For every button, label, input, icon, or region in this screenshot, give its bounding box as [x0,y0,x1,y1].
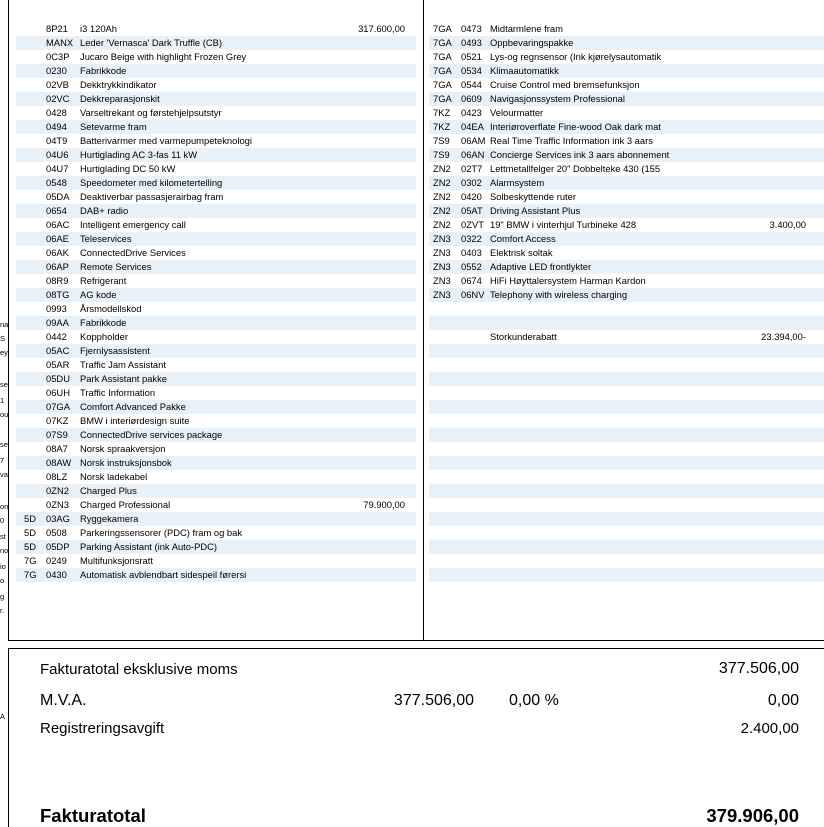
row-description: Real Time Traffic Information ink 3 aars [490,135,653,146]
row-description: Oppbevaringspakke [490,37,574,48]
row-description: Concierge Services ink 3 aars abonnement [490,149,670,160]
row-description: HiFi Høyttalersystem Harman Kardon [490,275,646,286]
vat-rate: 0,00 % [509,692,559,709]
table-row [16,526,416,540]
row-code: 0403 [461,247,482,258]
table-row [429,176,824,190]
table-row [16,344,416,358]
row-description: Intelligent emergency call [80,219,186,230]
table-row [429,568,824,582]
row-code: 04U6 [46,149,69,160]
row-description: BMW i interiørdesign suite [80,415,190,426]
row-description: Midtarmlene fram [490,23,563,34]
table-row [429,330,824,344]
row-prefix: ZN3 [433,289,451,300]
row-code: 07S9 [46,429,68,440]
table-row [429,92,824,106]
table-bottom-border [8,640,824,641]
margin-fragment: se [0,380,8,389]
table-row [429,470,824,484]
margin-fragment: A [0,712,6,721]
row-description: Alarmsystem [490,177,545,188]
table-row [16,64,416,78]
row-code: 04T9 [46,135,68,146]
table-row [429,36,824,50]
row-code: 02T7 [461,163,483,174]
row-description: Multifunksjonsratt [80,555,153,566]
row-code: 06AC [46,219,70,230]
table-row [429,190,824,204]
row-code: 0428 [46,107,67,118]
row-description: ConnectedDrive services package [80,429,223,440]
table-row [16,218,416,232]
table-row [429,274,824,288]
row-description: Norsk ladekabel [80,471,148,482]
row-description: Elektrisk soltak [490,247,553,258]
row-description: Norsk spraakversjon [80,443,166,454]
table-row [16,204,416,218]
row-prefix: 5D [24,513,36,524]
row-code: 06AK [46,247,69,258]
row-description: Dekktrykkindikator [80,79,157,90]
row-code: 05DA [46,191,70,202]
table-row [429,78,824,92]
table-row [16,36,416,50]
row-prefix: 7GA [433,79,452,90]
table-row [16,400,416,414]
margin-fragment: S [0,334,6,343]
row-description: Interiøroverflate Fine-wood Oak dark mat [490,121,661,132]
column-divider [423,0,424,641]
row-prefix: 7S9 [433,135,450,146]
row-description: i3 120Ah [80,23,118,34]
row-prefix: ZN3 [433,247,451,258]
table-row [429,120,824,134]
table-row [16,246,416,260]
row-description: ConnectedDrive Services [80,247,186,258]
margin-fragment: 1 [0,396,5,405]
row-code: 0ZVT [461,219,484,230]
row-description: Fjernlysassistent [80,345,150,356]
table-row [16,148,416,162]
row-description: Batterivarmer med varmepumpeteknologi [80,135,252,146]
invoice-total-value: 379.906,00 [706,805,799,826]
table-row [16,22,416,36]
row-prefix: 7GA [433,51,452,62]
table-row [429,204,824,218]
row-description: Adaptive LED frontlykter [490,261,592,272]
row-description: Klimaautomatikk [490,65,559,76]
table-row [429,400,824,414]
row-code: 0423 [461,107,482,118]
row-description: Comfort Access [490,233,556,244]
row-code: 0534 [461,65,482,76]
margin-fragment: va [0,470,8,479]
row-prefix: 7G [24,569,37,580]
ex-vat-label: Fakturatotal eksklusive moms [40,661,238,678]
row-description: Charged Professional [80,499,171,510]
table-row [16,50,416,64]
row-description: Fabrikkode [80,317,127,328]
row-code: 0548 [46,177,67,188]
row-code: 02VC [46,93,70,104]
row-code: 08A7 [46,443,68,454]
margin-fragment: 0 [0,516,5,525]
table-row [16,190,416,204]
table-row [429,50,824,64]
row-prefix: ZN2 [433,219,451,230]
table-row [16,78,416,92]
table-row [429,512,824,526]
row-code: 0993 [46,303,67,314]
row-prefix: 7GA [433,37,452,48]
row-code: 09AA [46,317,69,328]
table-row [429,246,824,260]
row-code: 0544 [461,79,482,90]
table-row [429,64,824,78]
row-prefix: ZN2 [433,205,451,216]
row-amount: 23.394,00- [761,331,806,342]
row-description: Navigasjonssystem Professional [490,93,625,104]
table-row [429,106,824,120]
row-description: Fabrikkode [80,65,127,76]
row-code: 05DU [46,373,70,384]
row-description: Speedometer med kilometertelling [80,177,223,188]
margin-fragment: on [0,502,9,511]
margin-fragment: r. [0,606,5,615]
table-row [16,274,416,288]
table-row [16,162,416,176]
row-description: Telephony with wireless charging [490,289,628,300]
row-code: 03AG [46,513,70,524]
table-row [16,484,416,498]
table-row [16,568,416,582]
margin-fragment: g [0,592,5,601]
margin-fragment: io [0,562,6,571]
row-description: Hurtiglading DC 50 kW [80,163,176,174]
row-description: Comfort Advanced Pakke [80,401,186,412]
row-description: Årsmodellskod [80,303,142,314]
row-prefix: ZN3 [433,261,451,272]
row-code: 06NV [461,289,485,300]
row-description: Dekkreparasjonskit [80,93,160,104]
row-code: 05DP [46,541,70,552]
table-row [16,498,416,512]
row-code: 06AP [46,261,69,272]
row-code: 0609 [461,93,482,104]
row-code: 0494 [46,121,67,132]
registration-fee-label: Registreringsavgift [40,720,165,737]
table-row [429,498,824,512]
registration-fee-value: 2.400,00 [740,720,799,737]
row-description: Traffic Information [80,387,156,398]
row-prefix: 7G [24,555,37,566]
table-row [16,106,416,120]
table-row [429,372,824,386]
invoice-total-label: Fakturatotal [40,805,146,826]
row-description: Cruise Control med bremsefunksjon [490,79,640,90]
row-code: 0521 [461,51,482,62]
row-description: Norsk instruksjonsbok [80,457,172,468]
table-row [16,302,416,316]
vat-value: 0,00 [767,692,799,709]
margin-fragment: se [0,440,8,449]
row-code: 0420 [461,191,482,202]
row-code: 0552 [461,261,482,272]
table-row [429,288,824,302]
row-description: Traffic Jam Assistant [80,359,166,370]
table-row [16,428,416,442]
row-description: DAB+ radio [80,205,129,216]
row-description: Storkunderabatt [490,331,557,342]
row-description: Parkeringssensorer (PDC) fram og bak [80,527,243,538]
row-code: 0249 [46,555,67,566]
table-row [16,232,416,246]
row-description: Hurtiglading AC 3-fas 11 kW [80,149,198,160]
row-description: Varseltrekant og førstehjelpsutstyr [80,107,222,118]
row-code: 07KZ [46,415,69,426]
table-row [16,330,416,344]
table-row [429,316,824,330]
row-prefix: 7GA [433,93,452,104]
row-description: Deaktiverbar passasjerairbag fram [80,191,224,202]
row-description: Jucaro Beige with highlight Frozen Grey [80,51,247,62]
table-row [429,344,824,358]
table-row [16,176,416,190]
row-code: 8P21 [46,23,68,34]
table-row [16,358,416,372]
totals-section [0,648,824,827]
row-code: 06UH [46,387,70,398]
margin-fragment: 7 [0,456,5,465]
row-code: 0473 [461,23,482,34]
row-code: 08R9 [46,275,69,286]
row-code: 02VB [46,79,69,90]
row-prefix: 5D [24,527,36,538]
row-description: Teleservices [80,233,132,244]
row-code: 0230 [46,65,67,76]
row-amount: 79.900,00 [363,499,405,510]
row-description: Velourmatter [490,107,544,118]
margin-fragment: ey [0,348,8,357]
row-description: Charged Plus [80,485,137,496]
margin-fragment: no [0,546,9,555]
row-description: Park Assistant pakke [80,373,168,384]
table-row [429,428,824,442]
margin-fragment: ou [0,410,9,419]
row-code: 0C3P [46,51,70,62]
table-row [16,414,416,428]
table-row [16,554,416,568]
row-code: 0ZN3 [46,499,69,510]
row-description: Refrigerant [80,275,127,286]
row-prefix: 7GA [433,65,452,76]
table-row [16,512,416,526]
table-row [429,358,824,372]
row-prefix: ZN3 [433,275,451,286]
row-code: 0442 [46,331,67,342]
table-row [16,316,416,330]
row-description: Leder 'Vernasca' Dark Truffle (CB) [80,37,223,48]
row-description: 19" BMW i vinterhjul Turbineke 428 [490,219,637,230]
row-code: 05AC [46,345,70,356]
row-description: Remote Services [80,261,152,272]
row-code: 06AE [46,233,69,244]
table-row [429,484,824,498]
table-row [429,218,824,232]
row-code: MANX [46,37,74,48]
row-description: Driving Assistant Plus [490,205,581,216]
margin-fragment: o [0,576,5,585]
row-description: Lettmetallfelger 20" Dobbeltеke 430 (155 [490,163,661,174]
table-row [16,386,416,400]
margin-fragment: na [0,320,9,329]
row-amount: 317.600,00 [358,23,405,34]
row-prefix: 7GA [433,23,452,34]
row-prefix: 5D [24,541,36,552]
row-description: Setevarme fram [80,121,147,132]
table-row [16,442,416,456]
row-code: 0302 [461,177,482,188]
table-row [429,232,824,246]
table-row [16,134,416,148]
row-code: 04EA [461,121,484,132]
row-description: Lys-og regnsensor (Ink kjørelysautomatik [490,51,662,62]
row-code: 05AT [461,205,483,216]
row-description: Parking Assistant (ink Auto-PDC) [80,541,218,552]
table-row [429,148,824,162]
table-row [16,260,416,274]
row-code: 0674 [461,275,482,286]
ex-vat-value: 377.506,00 [718,660,799,677]
table-row [16,120,416,134]
row-prefix: 7S9 [433,149,450,160]
row-code: 0493 [461,37,482,48]
row-amount: 3.400,00 [769,219,806,230]
table-row [429,526,824,540]
row-code: 08TG [46,289,70,300]
table-row [16,540,416,554]
row-description: Ryggekamera [80,513,139,524]
margin-fragment: st [0,532,6,541]
table-row [429,386,824,400]
row-description: Solbeskyttende ruter [490,191,576,202]
row-code: 08LZ [46,471,68,482]
row-code: 06AM [461,135,486,146]
row-prefix: ZN2 [433,191,451,202]
row-code: 05AR [46,359,70,370]
row-prefix: ZN3 [433,233,451,244]
row-prefix: ZN2 [433,177,451,188]
table-row [429,22,824,36]
row-prefix: 7KZ [433,107,451,118]
table-row [16,372,416,386]
table-row [429,540,824,554]
vat-label: M.V.A. [40,692,87,709]
table-row [429,302,824,316]
table-row [16,288,416,302]
row-code: 0654 [46,205,67,216]
table-row [429,554,824,568]
row-code: 0ZN2 [46,485,69,496]
row-description: Automatisk avblendbart sidespeil førersi [80,569,247,580]
table-row [429,442,824,456]
vat-base: 377.506,00 [393,692,474,709]
table-row [429,162,824,176]
row-description: Koppholder [80,331,128,342]
table-row [429,260,824,274]
row-prefix: ZN2 [433,163,451,174]
table-row [429,456,824,470]
table-row [429,134,824,148]
row-code: 07GA [46,401,70,412]
row-code: 0322 [461,233,482,244]
row-code: 0508 [46,527,67,538]
table-row [16,456,416,470]
row-code: 0430 [46,569,67,580]
row-code: 04U7 [46,163,69,174]
table-row [429,414,824,428]
row-prefix: 7KZ [433,121,451,132]
row-description: AG kode [80,289,117,300]
row-code: 08AW [46,457,72,468]
table-row [16,470,416,484]
row-code: 06AN [461,149,485,160]
table-row [16,92,416,106]
